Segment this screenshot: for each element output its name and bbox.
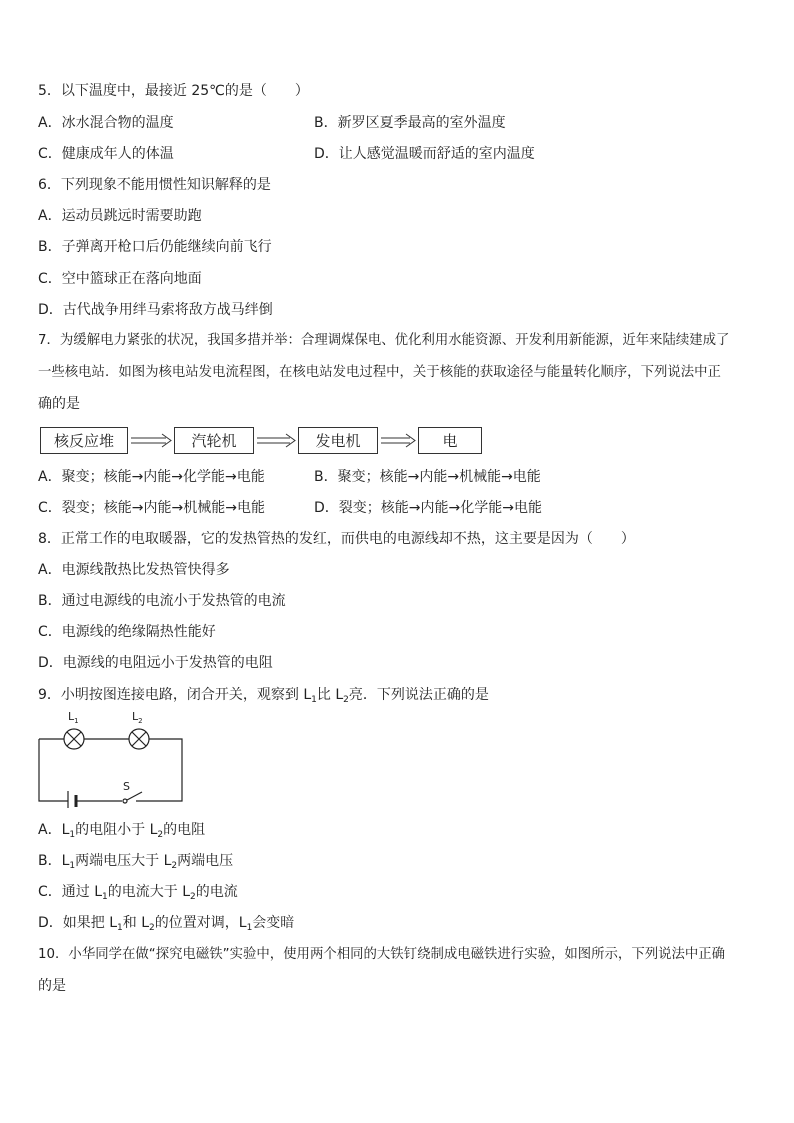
- q8-option-a: A．电源线散热比发热管快得多: [38, 562, 230, 578]
- q7-stem-line3: 确的是: [38, 396, 80, 412]
- q5-option-d: D．让人感觉温暖而舒适的室内温度: [314, 146, 535, 162]
- q5-stem: 5．以下温度中，最接近 25℃的是（ ）: [38, 83, 309, 99]
- q5-option-c: C．健康成年人的体温: [38, 146, 174, 162]
- q9-option-a: A．$L_1$的电阻小于 $L_2$的电阻: [38, 822, 206, 840]
- q8-option-d: D．电源线的电阻远小于发热管的电阻: [38, 655, 273, 671]
- flow-arrow-1: [131, 434, 171, 447]
- circuit-wire-top: [39, 739, 182, 801]
- q9-option-d: D．如果把 $L_1$和 $L_2$的位置对调，$L_1$会变暗: [38, 915, 295, 933]
- q6-option-a: A．运动员跳远时需要助跑: [38, 208, 202, 224]
- q9-option-b: B．$L_1$两端电压大于 $L_2$两端电压: [38, 853, 234, 871]
- q10-stem-line1: 10．小华同学在做“探究电磁铁”实验中，使用两个相同的大铁钉绕制成电磁铁进行实验，如图所示，下列说法中正确: [38, 947, 726, 962]
- flow-box-generator: 发电机: [298, 427, 378, 454]
- lamp-l2-label: $L_2$: [132, 710, 143, 725]
- lamp-l2-icon: [129, 729, 149, 749]
- q9-stem: 9．小明按图连接电路，闭合开关，观察到 $L_1$比 $L_2$亮．下列说法正确的是: [38, 687, 489, 705]
- flow-box-electricity: 电: [418, 427, 482, 454]
- battery-icon: [68, 791, 76, 808]
- switch-label: S: [123, 780, 130, 793]
- q8-option-b: B．通过电源线的电流小于发热管的电流: [38, 593, 286, 609]
- lamp-l1-label: $L_1$: [68, 710, 79, 725]
- flow-arrow-2: [257, 434, 295, 447]
- q9-circuit-diagram: [30, 704, 200, 808]
- q5-option-b: B．新罗区夏季最高的室外温度: [314, 115, 506, 131]
- q7-stem-line2: 一些核电站．如图为核电站发电流程图，在核电站发电过程中，关于核能的获取途径与能量转化顺序，下列说法中正: [38, 365, 721, 380]
- flow-box-turbine: 汽轮机: [174, 427, 254, 454]
- q10-stem-line2: 的是: [38, 978, 66, 994]
- flow-box-reactor: 核反应堆: [40, 427, 128, 454]
- q7-option-d: D．裂变；核能→内能→化学能→电能: [314, 500, 542, 516]
- q6-option-d: D．古代战争用绊马索将敌方战马绊倒: [38, 302, 273, 318]
- q8-option-c: C．电源线的绝缘隔热性能好: [38, 624, 216, 640]
- q6-stem: 6．下列现象不能用惯性知识解释的是: [38, 177, 271, 193]
- flow-arrow-3: [381, 434, 415, 447]
- q5-option-a: A．冰水混合物的温度: [38, 115, 174, 131]
- q8-stem: 8．正常工作的电取暖器，它的发热管热的发红，而供电的电源线却不热，这主要是因为（ ）: [38, 531, 635, 547]
- q7-option-b: B．聚变；核能→内能→机械能→电能: [314, 469, 541, 485]
- q7-option-c: C．裂变；核能→内能→机械能→电能: [38, 500, 265, 516]
- q7-option-a: A．聚变；核能→内能→化学能→电能: [38, 469, 265, 485]
- lamp-l1-icon: [64, 729, 84, 749]
- q7-stem-line1: 7．为缓解电力紧张的状况，我国多措并举：合理调煤保电、优化利用水能资源、开发利用新能源，近年来陆续建成了: [38, 333, 730, 348]
- circuit-wire-left: [39, 739, 122, 801]
- flow-arrows: [0, 0, 794, 500]
- q6-option-c: C．空中篮球正在落向地面: [38, 271, 202, 287]
- q6-option-b: B．子弹离开枪口后仍能继续向前飞行: [38, 239, 272, 255]
- q9-option-c: C．通过 $L_1$的电流大于 $L_2$的电流: [38, 884, 238, 902]
